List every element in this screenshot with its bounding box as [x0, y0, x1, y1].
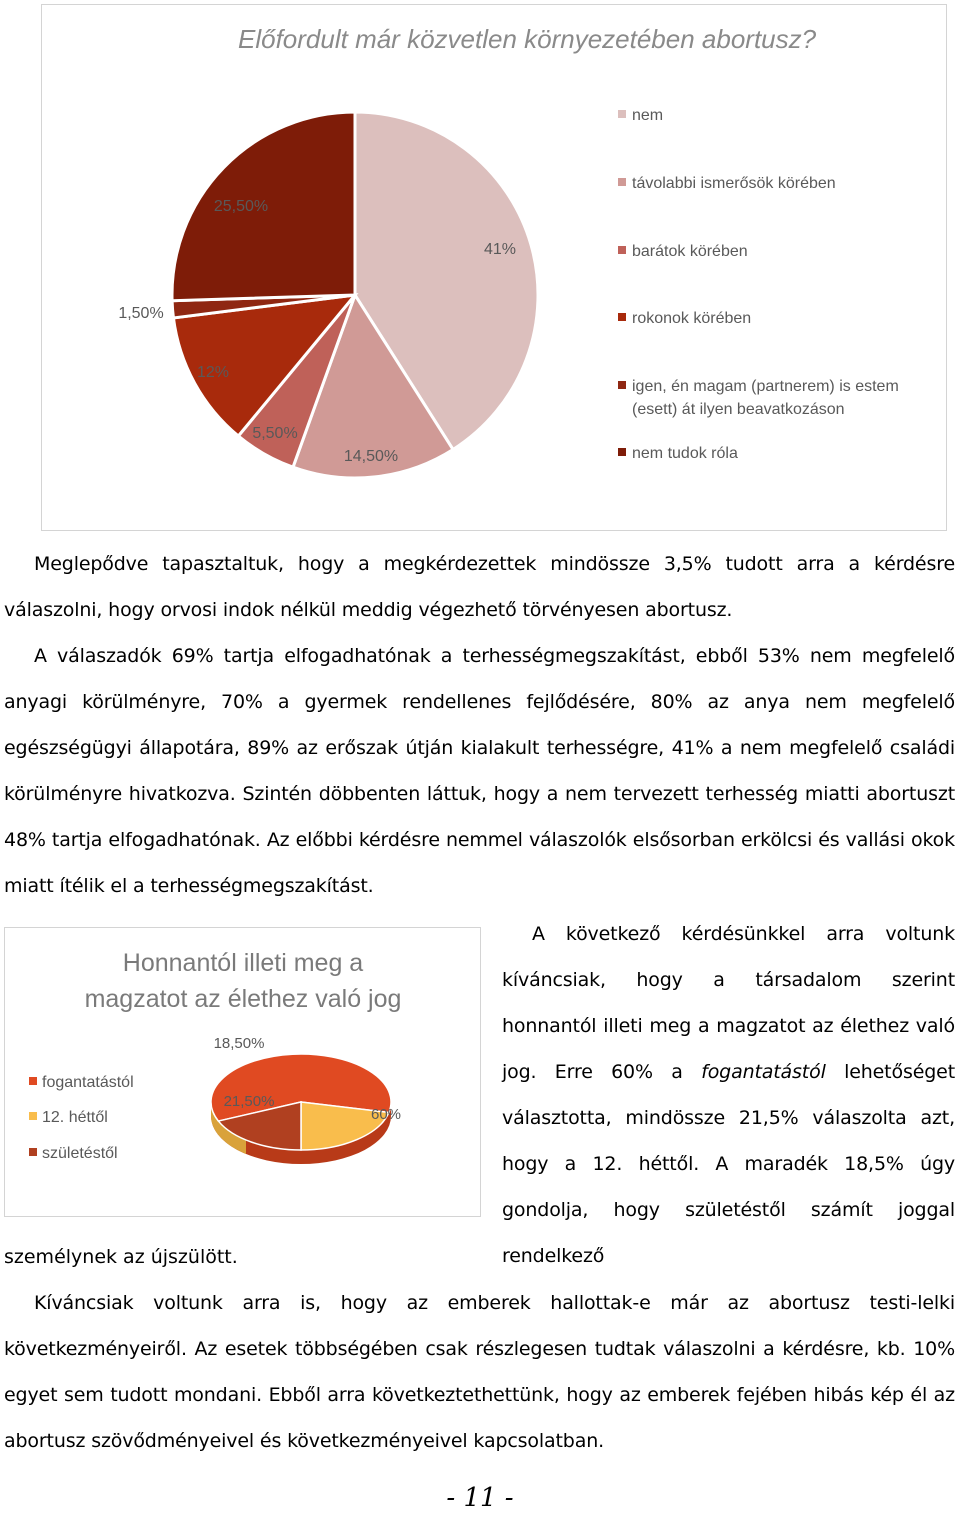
legend-2-swatch-3: [29, 1148, 37, 1156]
legend-1-label-5-line-2: (esett) át ilyen beavatkozáson: [632, 401, 845, 418]
paragraph-1: Meglepődve tapasztaltuk, hogy a megkérdezettek mindössze 3,5% tudott arra a kérdésre válaszolni, hogy orvosi indok nélkül meddig végezhető törvényesen abortusz.: [4, 553, 955, 621]
legend-1-swatch-4: [618, 313, 626, 321]
legend-2-swatch-1: [29, 1077, 37, 1085]
pie-1-data-label-5: 1,50%: [118, 305, 164, 322]
paragraph-2: A válaszadók 69% tartja elfogadhatónak a terhességmegszakítást, ebből 53% nem megfelelő anyagi körülményre, 70% a gyermek rendellenes fejlődésére, 80% az anya nem megfelelő egészségügyi állapotára, 89% az erőszak útján kialakult terhességre, 41% a nem megfelelő családi körülményre hivatkozva. Szintén döbbenten láttuk, hogy a nem tervezett terhesség miatti abortuszt 48% tartja elfogadhatónak. Az előbbi kérdésre nemmel válaszolók elsősorban erkölcsi és vallási okok miatt ítélik el a terhességmegszakítást.: [4, 645, 955, 897]
legend-1-swatch-1: [618, 110, 626, 118]
pie-chart-2-svg: [5, 928, 482, 1218]
legend-1-label-5-line-1: igen, én magam (partnerem) is estem: [632, 378, 899, 395]
paragraph-4: Kíváncsiak voltunk arra is, hogy az emberek hallottak-e már az abortusz testi-lelki következményeiről. Az esetek többségében csak részlegesen tudtak válaszolni a kérdésre, kb. 10% egyet sem tudott mondani. Ebből arra következtethettünk, hogy az emberek fejében hibás kép él az abortusz szövődményeivel és következményeivel kapcsolatban.: [4, 1292, 955, 1452]
chart-2-title-line-1: Honnantól illeti meg a: [122, 949, 364, 977]
pie-2-data-label-2: 21,50%: [223, 1093, 275, 1110]
pie-1-data-label-2: 14,50%: [343, 448, 399, 465]
page-number: - 11 -: [446, 1483, 514, 1513]
legend-1-label-4: rokonok körében: [632, 310, 752, 327]
paragraph-3-tail: személynek az újszülött.: [4, 1246, 238, 1268]
legend-1-label-3: barátok körében: [632, 243, 748, 260]
chart-1-legend: [618, 107, 899, 462]
legend-1-swatch-5: [618, 381, 626, 389]
chart-2-title-line-2: magzatot az élethez való jog: [84, 985, 402, 1013]
legend-1-label-2: távolabbi ismerősök körében: [632, 175, 836, 192]
pie-1-data-label-6: 25,50%: [213, 198, 269, 215]
legend-1-label-1: nem: [632, 107, 664, 124]
pie-chart-abortion-environment: [41, 4, 947, 531]
pie-2-data-label-3: 18,50%: [213, 1035, 265, 1052]
pie-2-data-label-1: 60%: [370, 1106, 402, 1123]
pie-chart-right-to-life: [4, 927, 481, 1217]
pie-1-slices: [172, 112, 538, 478]
legend-1-label-6: nem tudok róla: [632, 445, 738, 462]
pie-chart-1-svg: [42, 5, 948, 532]
chart-2-legend: [29, 1074, 134, 1162]
legend-1-swatch-3: [618, 246, 626, 254]
legend-1-swatch-6: [618, 448, 626, 456]
paragraph-3-italic: fogantatástól: [701, 1061, 826, 1083]
paragraph-3-text-b: lehetőséget választotta, mindössze 21,5% válaszolta azt, hogy a 12. héttől. A maradék 18,5% úgy gondolja, hogy születéstől számít joggal rendelkező: [502, 1061, 955, 1267]
pie-1-data-label-3: 5,50%: [252, 425, 298, 442]
chart-1-title: Előfordult már közvetlen környezetében abortusz?: [238, 24, 817, 54]
legend-1-swatch-2: [618, 178, 626, 186]
paragraph-3-text-a: A következő kérdésünkkel arra voltunk kíváncsiak, hogy a társadalom szerint honnantól illeti meg a magzatot az élethez való jog. Erre 60% a: [502, 923, 955, 1083]
paragraph-3: [502, 911, 955, 1279]
legend-2-swatch-2: [29, 1112, 37, 1120]
legend-2-label-3: születéstől: [42, 1145, 118, 1162]
pie-1-data-label-4: 12%: [196, 364, 230, 381]
legend-2-label-2: 12. héttől: [42, 1109, 108, 1126]
pie-1-data-label-1: 41%: [483, 241, 517, 258]
legend-2-label-1: fogantatástól: [42, 1074, 134, 1091]
